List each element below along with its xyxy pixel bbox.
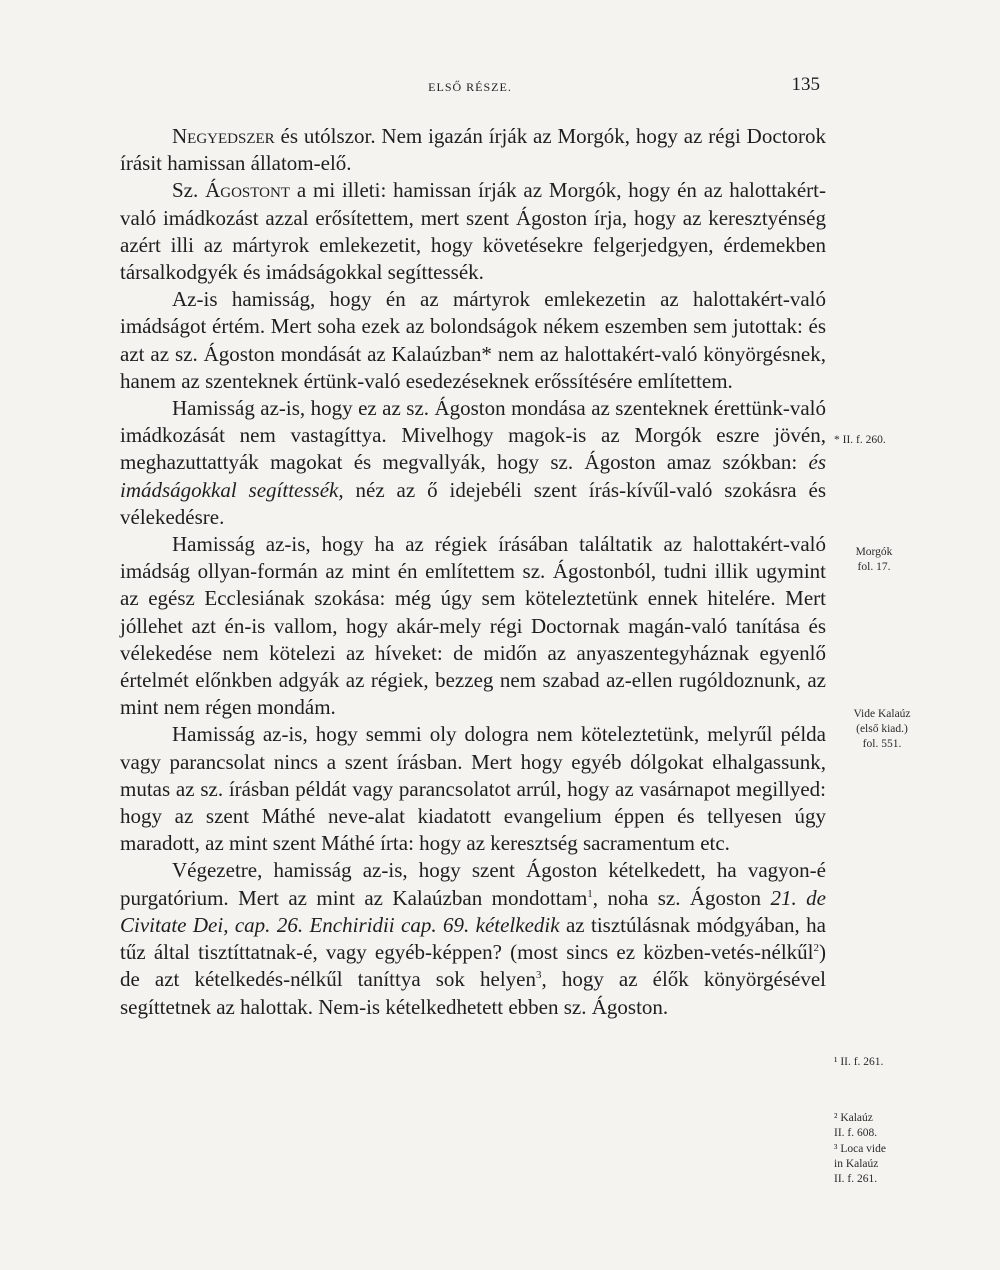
paragraph-4-text: Hamisság az-is, hogy ez az sz. Ágoston mondása az szenteknek érettünk-való imádkozását nem vastagíttya. Mivelhogy magok-is az Morgók eszre jövén, meghazuttattyák magokat és megvallyák, hogy sz. Ágoston amaz szókban: [120,396,826,475]
paragraph-4-tail: néz az ő idejebéli szent írás-kívűl-való szokásra és vélekedésre. [120,477,826,529]
footnote-ref-2: 2 [813,942,819,955]
margin-note-2-line-1: Morgók [855,546,893,558]
paragraph-3: Az-is hamisság, hogy én az mártyrok emlekezetin az halottakért-való imádságot értém. Mert soha ezek az bolondságok nékem eszemben sem jutottak: és azt az sz. Ágoston mondását az Kalaúzban* nem az halottakért-való könyörgésnek, hanem az szenteknek értünk-való esedezéseknek erőssítésére említettem. [120,287,826,393]
footnote-ref-3: 3 [535,969,542,982]
margin-note-5-line-1: ² Kalaúz [834,1112,873,1124]
paragraph-2-prefix: Sz. [172,178,206,203]
paragraph-1 [120,123,826,177]
running-head: ELSŐ RÉSZE. [428,80,512,94]
paragraph-5: Hamisság az-is, hogy ha az régiek írásában találtatik az halottakért-való imádság ollyan-formán az mint én említettem sz. Ágostonból, tudni illik ugymint az egész Ecclesiának szokása: még úgy sem köteleztetünk ennek hitelére. Mert jóllehet azt én-is vallom, hogy akár-mely régi Doctornak magán-való tanítása és vélekedése nem kötelezi az híveket: de midőn az anyaszentegyháznak egyenlő értelmét előnkben adgyák az régiek, bezzeg nem szabad az-ellen rugóldoznunk, az mint nem régen mondám. [120,532,826,720]
paragraph-2 [120,177,826,286]
footnote-ref-1: 1 [587,887,593,900]
paragraph-7-text-3: az tisztúlásnak módgyában, ha tűz által tisztíttatnak-é, vagy egyéb-képpen? (most sincs ez közben-vetés-nélkűl [120,912,826,965]
paragraph-7-text-1: Végezetre, hamisság az-is, hogy szent Ágoston kételkedett, ha vagyon-é purgatórium. Mert az mint az Kalaúzban mondottam [120,858,826,910]
paragraph-4-italic: és imádságokkal segíttessék, [120,450,826,502]
page-number: 135 [791,74,820,95]
paragraph-2-text: a mi illeti: hamissan írják az Morgók, hogy én az halottakért-való imádkozást azzal erősítettem, mert szent Ágoston írja, hogy az keresztyénség azért illi az mártyrok emlekezetit, hogy követésekre felgerjedgyen, érdemekben társalkodgyék és imádságokkal segíttessék. [120,178,827,285]
margin-note-4: ¹ II. f. 261. [834,1056,884,1068]
paragraph-7-text-5: , hogy az élők könyörgésével segíttetnek az halottak. Nem-is kételkedhetett ebben sz. Ágoston. [120,967,826,1019]
margin-note-1: * II. f. 260. [834,434,886,446]
paragraph-7 [120,857,826,1020]
paragraph-1-lead: Negyedszer [172,124,275,148]
margin-note-3-line-2: (első kiad.) [856,723,908,735]
paragraph-7-text-2: , noha sz. Ágoston [592,885,771,910]
paragraph-7-text-4: ) de azt kételkedés-nélkűl taníttya sok helyen [120,940,826,992]
margin-note-5 [834,1111,934,1141]
margin-note-2 [834,545,914,575]
margin-note-6 [834,1142,934,1187]
margin-note-3-line-1: Vide Kalaúz [853,708,911,720]
margin-note-3-line-3: fol. 551. [862,738,902,750]
margin-note-6-line-2: in Kalaúz [834,1158,879,1170]
paragraph-4 [120,395,826,531]
paragraph-2-lead: Ágostont [205,178,290,203]
paragraph-1-text: és utólszor. Nem igazán írják az Morgók, hogy az régi Doctorok írásit hamissan állatom-elő. [120,124,826,176]
margin-note-2-line-2: fol. 17. [857,561,891,573]
main-text [120,123,826,1021]
margin-note-3 [834,707,930,752]
paragraph-6: Hamisság az-is, hogy semmi oly dologra nem köteleztetünk, melyrűl példa vagy parancsolat nincs a szent írásban. Mert hogy egyéb dólgokat elhalgassunk, mutas az sz. írásban példát vagy parancsolatot arrúl, hogy az vasárnapot megillyed: hogy az szent Máthé neve-alat kiadatott evangelium éppen és tellyesen úgy maradott, az mint szent Máthé írta: hogy az keresztség sacramentum etc. [120,722,826,856]
margin-note-6-line-1: ³ Loca vide [834,1143,886,1155]
margin-note-5-line-2: II. f. 608. [834,1127,878,1139]
paragraph-7-italic: 21. de Civitate Dei, cap. 26. Enchiridii cap. 69. kételkedik [120,885,826,937]
margin-note-6-line-3: II. f. 261. [834,1173,878,1185]
